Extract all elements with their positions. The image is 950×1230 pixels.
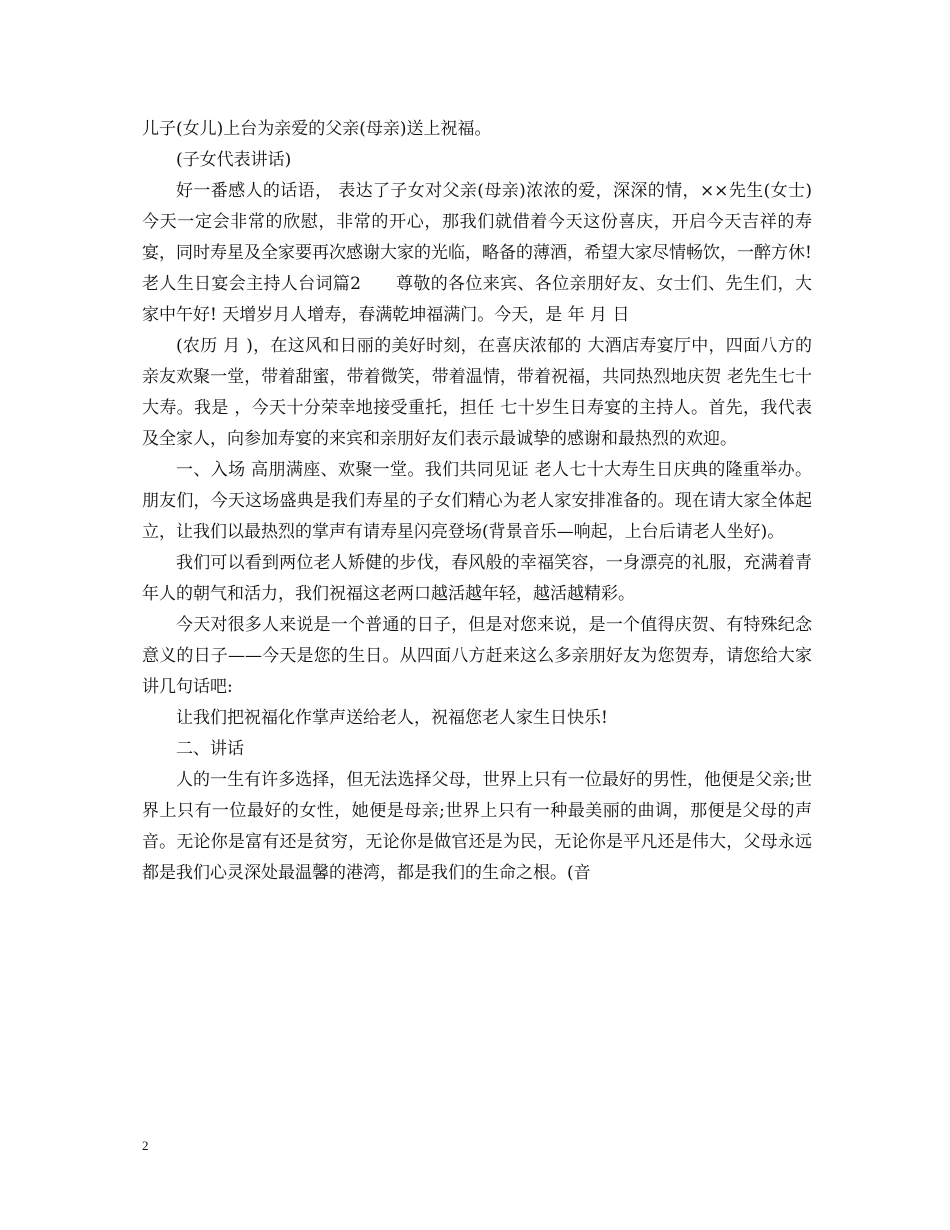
paragraph-1: 儿子(女儿)上台为亲爱的父亲(母亲)送上祝福。 bbox=[142, 119, 492, 139]
paragraph-8: 今天对很多人来说是一个普通的日子，但是对您来说，是一个值得庆贺、有特殊纪念意义的日子——今天是您的生日。从四面八方赶来这么多亲朋好友为您贺寿，请您给大家讲几句话吧: bbox=[142, 615, 812, 697]
paragraph-10-heading: 二、讲话 bbox=[176, 739, 244, 759]
paragraph-2: (子女代表讲话) bbox=[176, 150, 292, 170]
page-number: 2 bbox=[142, 1138, 149, 1153]
paragraph-7: 我们可以看到两位老人矫健的步伐，春风般的幸福笑容，一身漂亮的礼服，充满着青年人的朝气和活力，我们祝福这老两口越活越年轻，越活越精彩。 bbox=[142, 553, 812, 604]
paragraph-11: 人的一生有许多选择，但无法选择父母，世界上只有一位最好的男性，他便是父亲;世界上只有一位最好的女性，她便是母亲;世界上只有一种最美丽的曲调，那便是父母的声音。无论你是富有还是贫穷，无论你是做官还是为民，无论你是平凡还是伟大，父母永远都是我们心灵深处最温馨的港湾，都是我们的生命之根。(音 bbox=[142, 770, 812, 883]
paragraph-4-section-title: 老人生日宴会主持人台词篇2 尊敬的各位来宾、各位亲朋好友、女士们、先生们，大家中午好! 天增岁月人增寿，春满乾坤福满门。今天，是 年 月 日 bbox=[142, 274, 812, 325]
paragraph-5: (农历 月 )，在这风和日丽的美好时刻，在喜庆浓郁的 大酒店寿宴厅中，四面八方的亲友欢聚一堂，带着甜蜜，带着微笑，带着温情，带着祝福，共同热烈地庆贺 老先生七十大寿。我是 ，今天十分荣幸地接受重托，担任 七十岁生日寿宴的主持人。首先，我代表 及全家人，向参加寿宴的来宾和亲朋好友们表示最诚挚的感谢和最热烈的欢迎。 bbox=[142, 336, 812, 449]
paragraph-6: 一、入场 高朋满座、欢聚一堂。我们共同见证 老人七十大寿生日庆典的隆重举办。朋友们，今天这场盛典是我们寿星的子女们精心为老人家安排准备的。现在请大家全体起立，让我们以最热烈的掌声有请寿星闪亮登场(背景音乐—响起，上台后请老人坐好)。 bbox=[142, 460, 812, 542]
paragraph-9: 让我们把祝福化作掌声送给老人，祝福您老人家生日快乐! bbox=[176, 708, 608, 728]
document-body bbox=[142, 114, 812, 889]
paragraph-3: 好一番感人的话语， 表达了子女对父亲(母亲)浓浓的爱，深深的情，××先生(女士)今天一定会非常的欣慰，非常的开心，那我们就借着今天这份喜庆，开启今天吉祥的寿宴，同时寿星及全家要再次感谢大家的光临，略备的薄酒，希望大家尽情畅饮，一醉方休! bbox=[142, 181, 812, 263]
